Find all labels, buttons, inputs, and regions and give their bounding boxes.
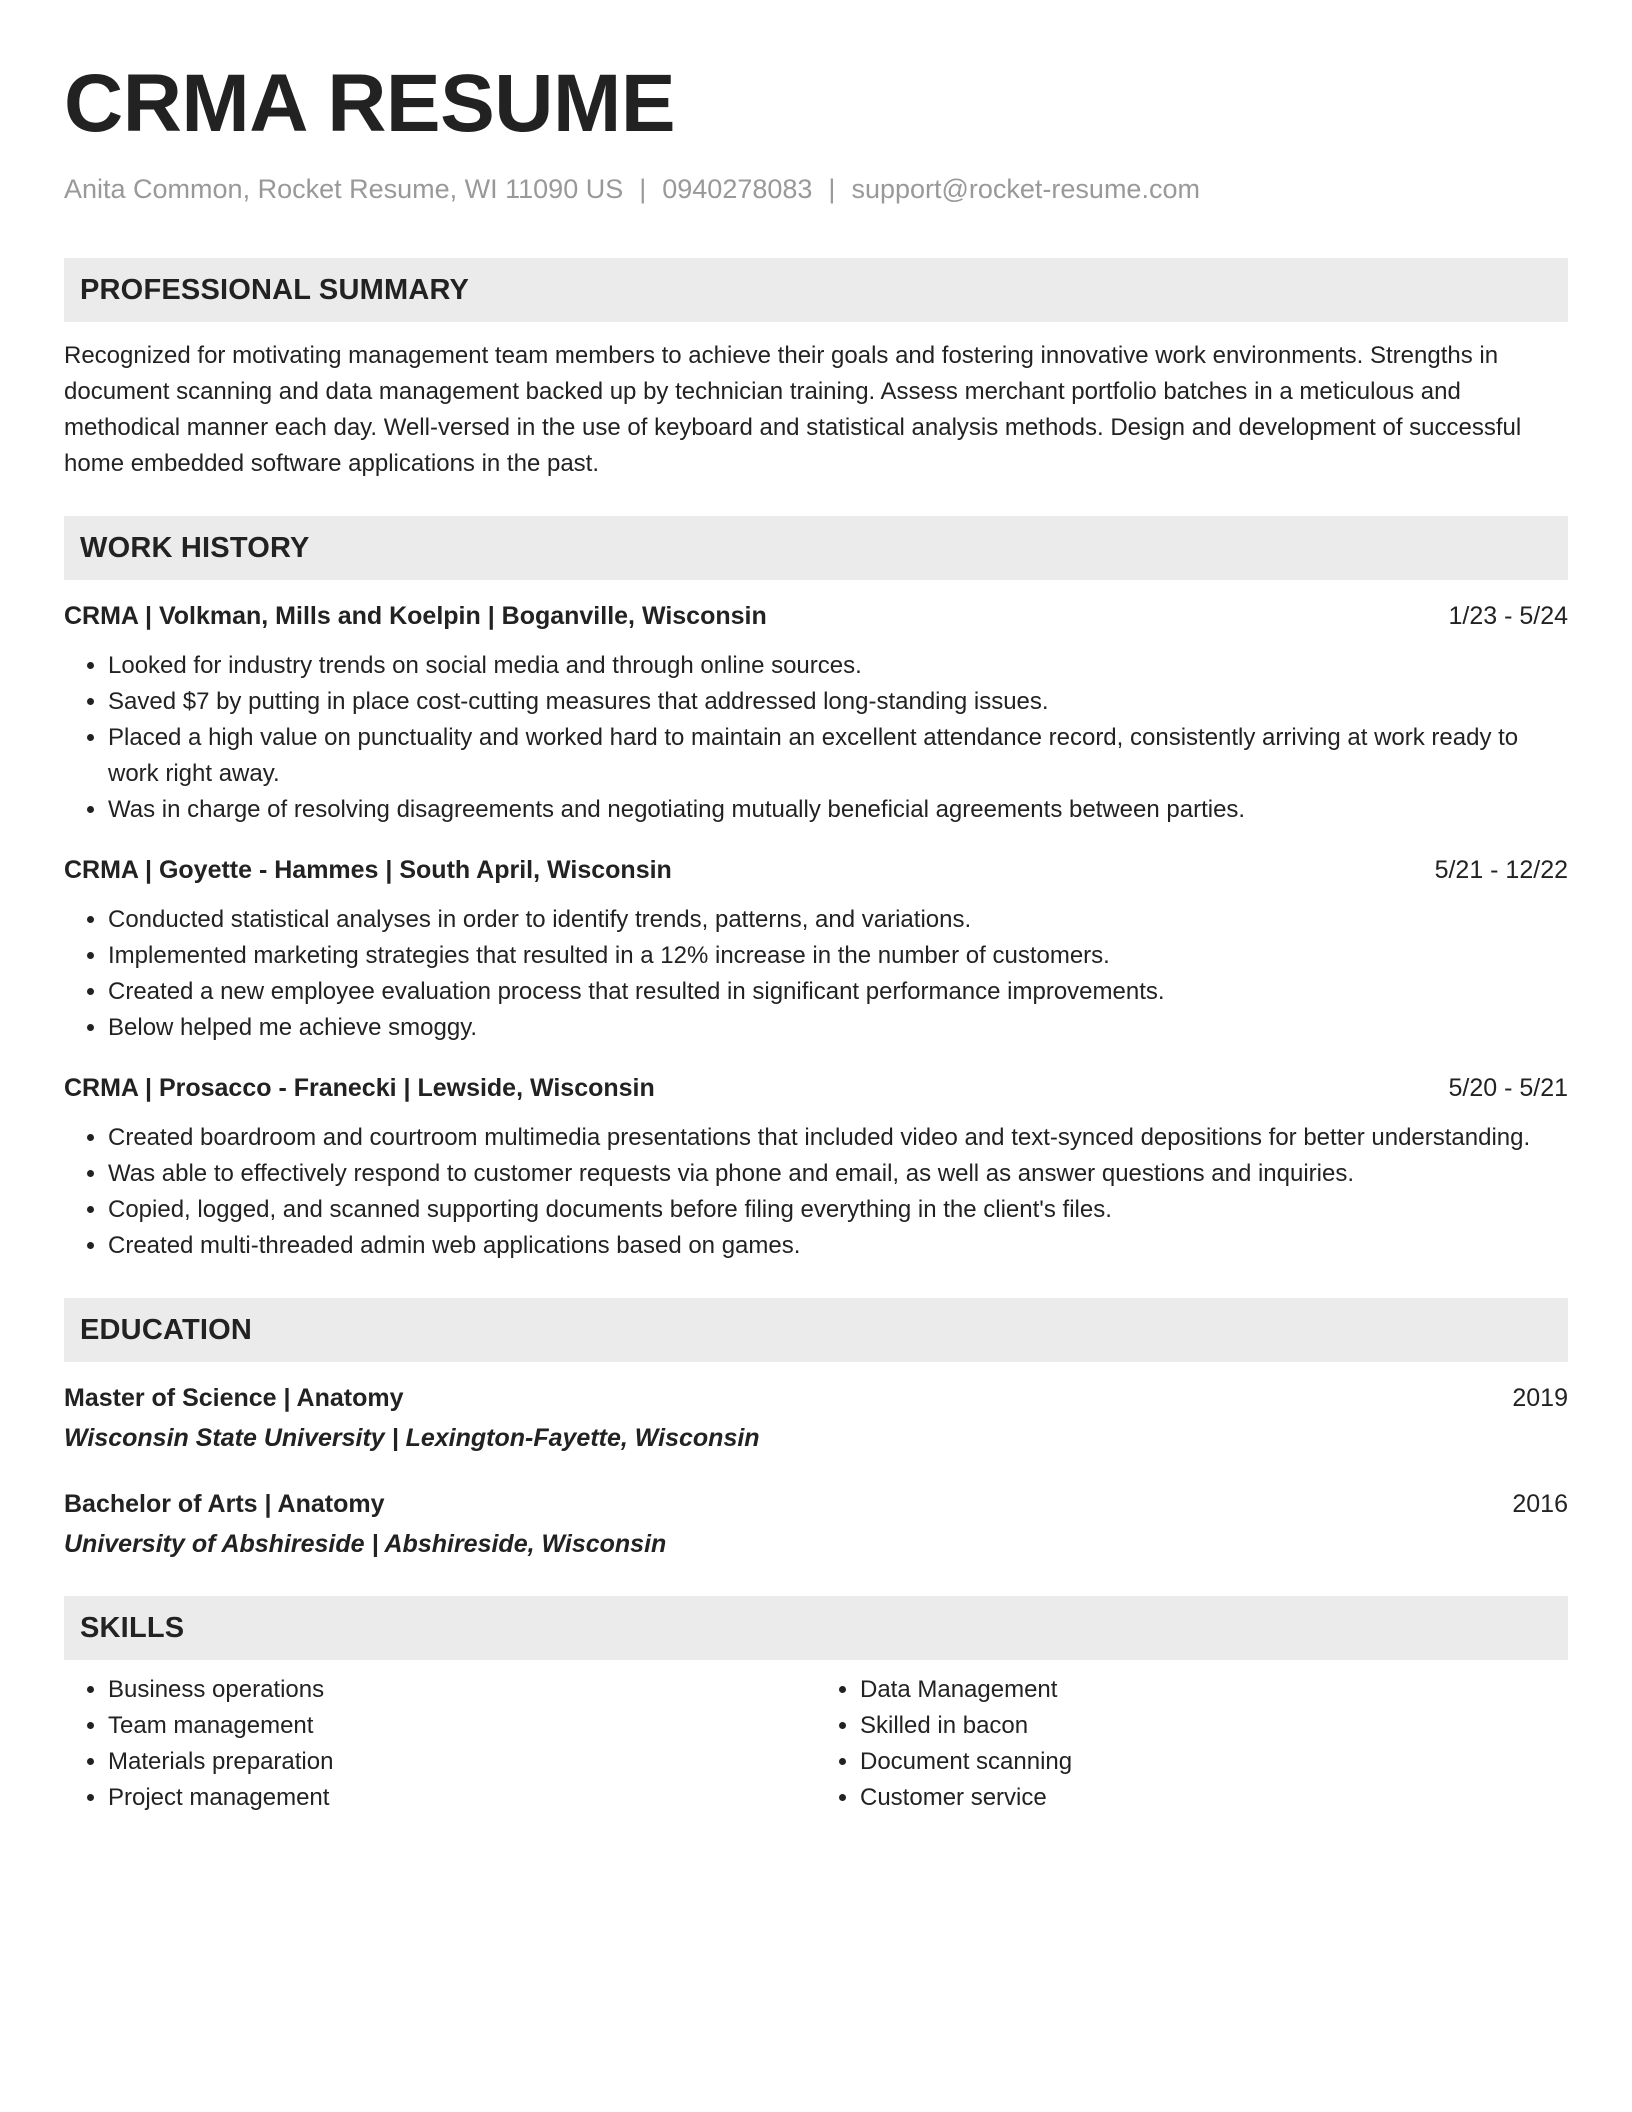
job-bullet: • Copied, logged, and scanned supporting documents before filing everything in the client's files. [108, 1192, 1568, 1228]
contact-phone: 0940278083 [662, 174, 813, 204]
skill-item: • Data Management [860, 1672, 1568, 1708]
education-year: 2016 [1512, 1490, 1568, 1518]
skill-item: • Materials preparation [108, 1744, 816, 1780]
job-bullet: • Was in charge of resolving disagreements and negotiating mutually beneficial agreements between parties. [108, 792, 1568, 828]
job-dates: 5/21 - 12/22 [1434, 856, 1568, 884]
skill-item: • Customer service [860, 1780, 1568, 1816]
job-entry [64, 598, 1568, 828]
skill-item: • Project management [108, 1780, 816, 1816]
job-bullet: • Saved $7 by putting in place cost-cutting measures that addressed long-standing issues. [108, 684, 1568, 720]
job-title: CRMA | Goyette - Hammes | South April, Wisconsin [64, 856, 672, 884]
job-dates: 1/23 - 5/24 [1448, 602, 1568, 630]
resume-title: CRMA RESUME [64, 58, 676, 149]
skills-column-left [64, 1672, 816, 1816]
skills-heading: SKILLS [64, 1596, 1568, 1660]
skills-list [64, 1672, 816, 1816]
skill-item: • Team management [108, 1708, 816, 1744]
skill-item: • Business operations [108, 1672, 816, 1708]
skills-grid [64, 1672, 1568, 1816]
job-bullet: • Was able to effectively respond to customer requests via phone and email, as well as answer questions and inquiries. [108, 1156, 1568, 1192]
skills-list [816, 1672, 1568, 1816]
job-bullet: • Looked for industry trends on social media and through online sources. [108, 648, 1568, 684]
education-heading: EDUCATION [64, 1298, 1568, 1362]
job-header [64, 1070, 1568, 1106]
contact-separator: | [828, 174, 836, 204]
education-degree: Master of Science | Anatomy [64, 1384, 404, 1412]
job-bullets [64, 902, 1568, 1046]
job-bullet: • Implemented marketing strategies that resulted in a 12% increase in the number of customers. [108, 938, 1568, 974]
job-title: CRMA | Volkman, Mills and Koelpin | Boganville, Wisconsin [64, 602, 767, 630]
job-entry [64, 1070, 1568, 1264]
contact-separator: | [639, 174, 647, 204]
education-entry [64, 1380, 1568, 1456]
education-year: 2019 [1512, 1384, 1568, 1412]
contact-email[interactable]: support@rocket-resume.com [851, 174, 1200, 204]
skills-column-right [816, 1672, 1568, 1816]
education-header [64, 1380, 1568, 1416]
job-title: CRMA | Prosacco - Franecki | Lewside, Wisconsin [64, 1074, 655, 1102]
job-dates: 5/20 - 5/21 [1448, 1074, 1568, 1102]
job-bullets [64, 648, 1568, 828]
job-bullet: • Placed a high value on punctuality and worked hard to maintain an excellent attendance record, consistently arriving at work ready to work right away. [108, 720, 1568, 792]
contact-line [64, 172, 1568, 206]
work-history-heading: WORK HISTORY [64, 516, 1568, 580]
summary-text: Recognized for motivating management team members to achieve their goals and fostering innovative work environments. Strengths in document scanning and data management backed up by technician training. Assess merchant portfolio batches in a meticulous and methodical manner each day. Well-versed in the use of keyboard and statistical analysis methods. Design and development of successful home embedded software applications in the past. [64, 342, 1522, 477]
job-bullet: • Created boardroom and courtroom multimedia presentations that included video and text-synced depositions for better understanding. [108, 1120, 1568, 1156]
job-entry [64, 852, 1568, 1046]
education-school: University of Abshireside | Abshireside, Wisconsin [64, 1530, 667, 1558]
job-bullet: • Created a new employee evaluation process that resulted in significant performance improvements. [108, 974, 1568, 1010]
job-header [64, 852, 1568, 888]
job-bullet: • Created multi-threaded admin web applications based on games. [108, 1228, 1568, 1264]
education-degree: Bachelor of Arts | Anatomy [64, 1490, 385, 1518]
skill-item: • Skilled in bacon [860, 1708, 1568, 1744]
job-bullet: • Conducted statistical analyses in order to identify trends, patterns, and variations. [108, 902, 1568, 938]
contact-address: Anita Common, Rocket Resume, WI 11090 US [64, 174, 624, 204]
summary-heading: PROFESSIONAL SUMMARY [64, 258, 1568, 322]
education-entry [64, 1486, 1568, 1562]
job-header [64, 598, 1568, 634]
skill-item: • Document scanning [860, 1744, 1568, 1780]
education-header [64, 1486, 1568, 1522]
job-bullet: • Below helped me achieve smoggy. [108, 1010, 1568, 1046]
job-bullets [64, 1120, 1568, 1264]
education-school: Wisconsin State University | Lexington-Fayette, Wisconsin [64, 1424, 760, 1452]
